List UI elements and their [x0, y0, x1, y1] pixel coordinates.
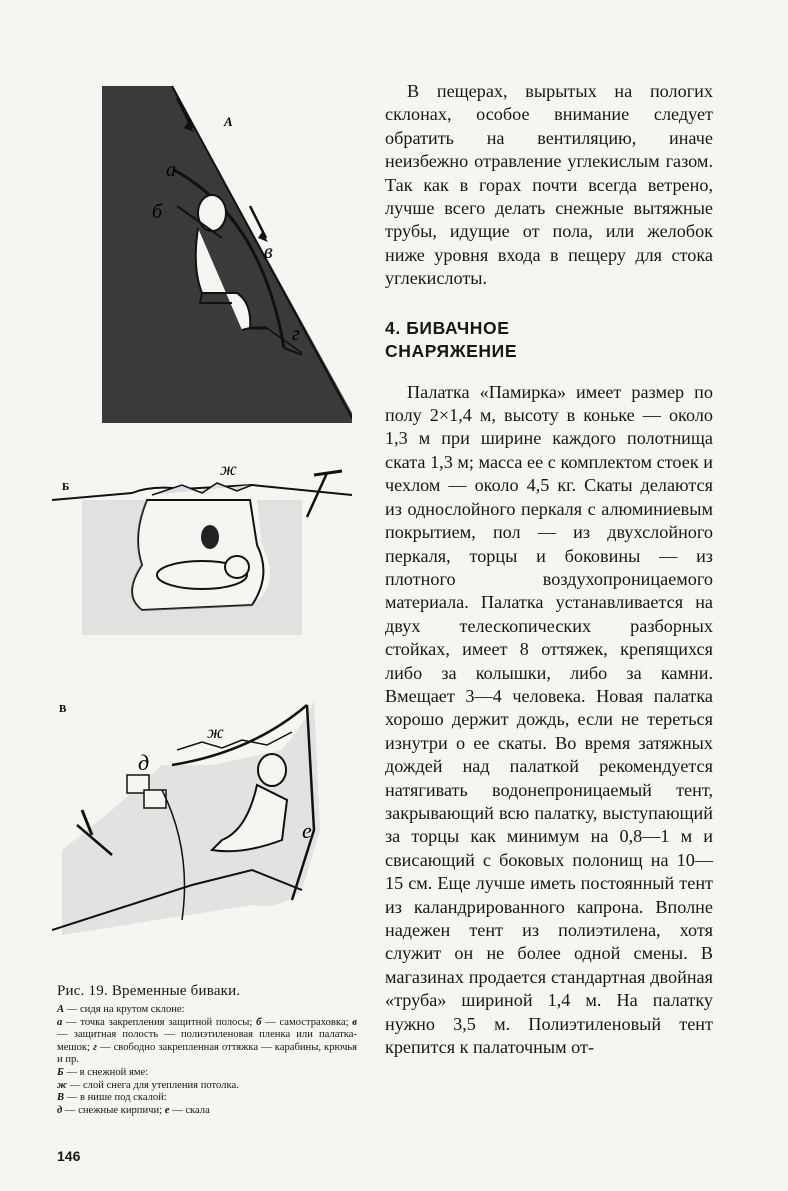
label-d: д — [138, 750, 150, 775]
paragraph-ventilation: В пещерах, вырытых на пологих склонах, особое внимание следует обратить на вентиляцию, иначе неизбежно отравление углекислым газом. Так как в горах почти всегда ветрено, лучше всего делать снежные вытяжные трубы, идущие от пола, или желобок ниже уровня входа в пещеру для стока углекислоты. — [385, 81, 713, 289]
legend-item: а — точка закрепления защитной полосы; б — самостраховка; в — защитная полость — полиэтиленовая пленка или палатка-мешок; г — свободно закрепленная оттяжка — карабины, крючья и пр. — [57, 1016, 357, 1066]
legend-item: В — в нише под скалой: — [57, 1092, 167, 1104]
legend-item: ж — слой снега для утепления потолка. — [57, 1079, 239, 1091]
label-A: А — [224, 114, 233, 129]
label-g: г — [292, 323, 300, 345]
legend-item: А — сидя на крутом склоне: — [57, 1004, 185, 1015]
figure-c-rock-niche — [52, 690, 352, 965]
label-zh-1: ж — [220, 459, 237, 479]
caption-title: Рис. 19. Временные биваки. — [57, 983, 241, 999]
section-heading-line2: СНАРЯЖЕНИЕ — [385, 340, 518, 361]
label-v: в — [264, 241, 273, 263]
section-heading — [385, 317, 713, 363]
label-B-upper: Б — [62, 481, 70, 493]
label-b: б — [152, 201, 163, 223]
figure-caption — [57, 983, 357, 1117]
text-column — [385, 80, 713, 1059]
legend-item: д — снежные кирпичи; е — скала — [57, 1104, 210, 1116]
page-number: 146 — [57, 1148, 81, 1164]
label-zh-2: ж — [207, 722, 224, 742]
section-heading-line1: 4. БИВАЧНОЕ — [385, 317, 510, 338]
label-a: а — [166, 159, 176, 181]
legend-item: Б — в снежной яме: — [57, 1066, 149, 1078]
figure-b-snow-pit — [52, 455, 352, 650]
label-e: е — [302, 818, 312, 843]
paragraph-tent: Палатка «Памирка» имеет размер по полу 2×1,4 м, высоту в коньке — около 1,3 м при ширине каждого полотнища ската 1,3 м; масса ее с комплектом стоек и чехлом — около 4,5 кг. Скаты делаются из однослойного перкаля с алюминиевым покрытием, пол — из двухслойного перкаля, торцы и боковины — из плотного воздухопроницаемого материала. Палатка устанавливается на двух телескопических разборных стойках, имеет 8 оттяжек, крепящихся либо за колышки, либо за камни. Вмещает 3—4 человека. Новая палатка хорошо держит дождь, если не тереться изнутри о ее скаты. Во время затяжных дождей над палаткой рекомендуется натягивать водонепроницаемый тент, закрывающий всю палатку, выступающий за торцы как минимум на 0,8—1 м и свисающий с боковых полонищ на 10—15 см. Еще лучше иметь постоянный тент из каландрированного капрона. Вполне надежен тент из полиэтилена, хотя служит он не более одной смены. В магазинах продается стандартная двойная «труба» шириной 1,4 м. На палатку нужно 3,5 м. Полиэтиленовый тент крепится к палаточным от- — [385, 381, 713, 1058]
figure-a-steep-slope — [52, 78, 352, 438]
label-V-upper: В — [59, 703, 67, 715]
